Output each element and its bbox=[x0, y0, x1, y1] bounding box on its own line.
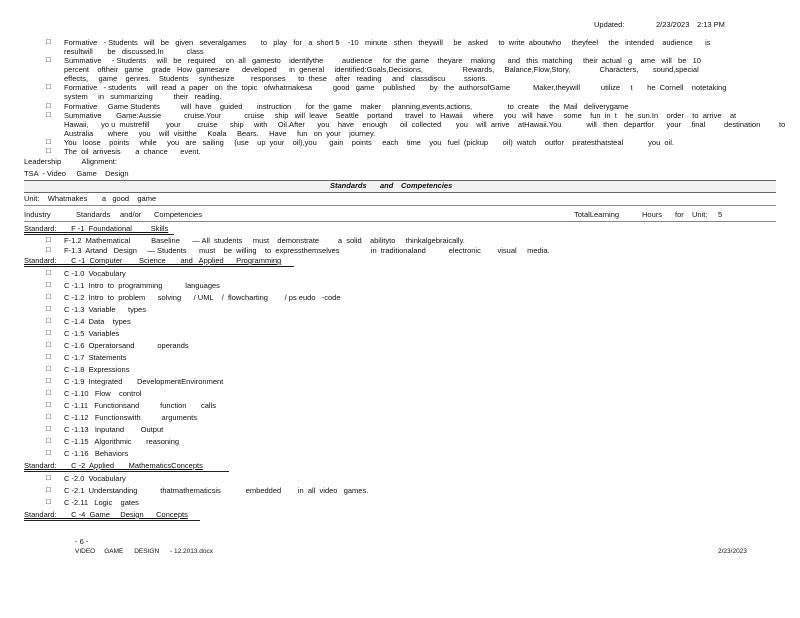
updated-date: 2/23/2023 bbox=[656, 20, 690, 29]
columns-divider bbox=[24, 221, 776, 222]
bullet-7-line-1: □ The oil arrivesis a chance event. bbox=[64, 147, 201, 156]
standard-c2-item-1: □ C -2.0 Vocabulary bbox=[64, 474, 126, 483]
col-competencies: Competencies bbox=[154, 210, 202, 219]
standard-c1-item-14: □ C -1.13 Inputand Output bbox=[64, 425, 163, 434]
header-standards: Standards bbox=[330, 181, 367, 190]
col-standards: Standards bbox=[76, 210, 111, 219]
standard-c2-rule bbox=[24, 471, 229, 472]
standard-c2-heading: Standard: C -2 Applied MathematicsConcepts bbox=[24, 461, 203, 470]
updated-time: 2:13 PM bbox=[697, 20, 725, 29]
standard-f1-heading: Standard: F -1 Foundational Skills bbox=[24, 224, 169, 233]
standard-c1-item-2: □ C -1.1 Intro to programming languages bbox=[64, 281, 220, 290]
bullet-4-line-1: □ Formative Game Students will have guided instruction for the game maker planning,events,actions, to create the Mail deliverygame bbox=[64, 102, 628, 111]
standard-c1-item-6: □ C -1.5 Variables bbox=[64, 329, 119, 338]
bullet-5-line-3: Australia where you will visitthe Koala Bears. Have fun on your journey. bbox=[64, 129, 376, 138]
standard-c1-heading: Standard: C -1 Computer Science and Applied Programming bbox=[24, 256, 282, 265]
standard-c1-item-5: □ C -1.4 Data types bbox=[64, 317, 131, 326]
col-total-learning: TotalLearning bbox=[574, 210, 620, 219]
standard-c4-rule bbox=[24, 520, 200, 521]
standard-c1-rule bbox=[24, 266, 294, 267]
col-industry: Industry bbox=[24, 210, 51, 219]
standard-c4-heading: Standard: C -4 Game Design Concepts bbox=[24, 510, 188, 519]
bullet-2-line-2: percent oftheir game grade How gamesare developed in general identified:Goals,Decisions, Rewards, Balance,Flow,Story, Characters, sound,special bbox=[64, 65, 699, 74]
standard-f1-item-2: □ F-1.3 Artand Design — Students must be willing to expressthemselves in traditionaland electronic visual media. bbox=[64, 246, 550, 255]
col-hours: Hours bbox=[642, 210, 663, 219]
unit-divider bbox=[24, 205, 776, 206]
col-for: for bbox=[675, 210, 684, 219]
standard-c1-item-1: □ C -1.0 Vocabulary bbox=[64, 269, 126, 278]
standard-c1-item-15: □ C -1.15 Algorithmic reasoning bbox=[64, 437, 179, 446]
col-unit: Unit: bbox=[692, 210, 708, 219]
standard-c1-item-13: □ C -1.12 Functionswith arguments bbox=[64, 413, 197, 422]
bullet-6-line-1: □ You loose points while you are sailing (use up your oil),you gain points each time you fuel (pickup oil) watch outfor piratesthatsteal you oil. bbox=[64, 138, 674, 147]
bullet-2-line-3: effects, game genres. Students synthesize responses to these after reading and classdiscu ssions. bbox=[64, 74, 488, 83]
standard-c1-item-9: □ C -1.8 Expressions bbox=[64, 365, 129, 374]
standard-c2-item-2: □ C -2.1 Understanding thatmathematicsis embedded in all video games. bbox=[64, 486, 368, 495]
bullet-2-line-1: □ Summative - Students will be required on all gamesto identifythe audience for the game theyare making and this matching their actual g ame will be 10 bbox=[64, 56, 701, 65]
leadership-org: TSA - Video Game Design bbox=[24, 169, 129, 178]
standard-c1-item-10: □ C -1.9 Integrated DevelopmentEnvironment bbox=[64, 377, 223, 386]
bullet-3-line-2: system in summarizing their reading. bbox=[64, 92, 222, 101]
standard-c1-item-11: □ C -1.10 Flow control bbox=[64, 389, 142, 398]
footer-doc-name: VIDEO GAME DESIGN - 12.2013.docx bbox=[75, 548, 213, 555]
standard-c1-item-4: □ C -1.3 Variable types bbox=[64, 305, 146, 314]
bullet-5-line-2: Hawaii, yo u mustrefill your cruise ship with Oil.After you have enough oil collected you will arrive atHawaii.You will then departfor your final destination to bbox=[64, 120, 786, 129]
standards-header-bar bbox=[24, 180, 776, 193]
leadership-label: Leadership Alignment: bbox=[24, 157, 117, 166]
standard-c1-item-3: □ C -1.2 Intro to problem solving / UML / flowcharting / ps eudo -code bbox=[64, 293, 341, 302]
updated-label: Updated: bbox=[594, 20, 625, 29]
bullet-5-line-1: □ Summative Game:Aussie cruise.Your cruise ship will leave Seattle portand travel to Hawaii where you will have some fun in t he sun.In order to arrive at bbox=[64, 111, 736, 120]
total-hours-value: 5 bbox=[718, 210, 723, 219]
unit-title: Unit: Whatmakes a good game bbox=[24, 194, 157, 203]
standard-c1-item-7: □ C -1.6 Operatorsand operands bbox=[64, 341, 189, 350]
bullet-1-line-1: □ Formative - Students will be given severalgames to play for a short 5 -10 minute sthen theywill be asked to write aboutwho theyfeel the intended audience is bbox=[64, 38, 711, 47]
standard-c2-item-3: □ C -2.11 Logic gates bbox=[64, 498, 139, 507]
footer-date: 2/23/2023 bbox=[718, 548, 747, 555]
col-andor: and/or bbox=[120, 210, 142, 219]
standard-c1-item-16: □ C -1.16 Behaviors bbox=[64, 449, 128, 458]
header-competencies: Competencies bbox=[401, 181, 453, 190]
standard-f1-item-1: □ F-1.2 Mathematical Baseline — All students must demonstrate a solid abilityto thinkalgebraically. bbox=[64, 236, 465, 245]
bullet-1-line-2: resultwill be discussed.In class bbox=[64, 47, 204, 56]
standard-c1-item-12: □ C -1.11 Functionsand function calls bbox=[64, 401, 216, 410]
header-and: and bbox=[380, 181, 394, 190]
standard-c1-item-8: □ C -1.7 Statements bbox=[64, 353, 127, 362]
bullet-3-line-1: □ Formative - students will read a paper on the topic ofwhatmakesa good game published by the authorsofGame Maker,theywill utilize t he Cornell notetaking bbox=[64, 83, 726, 92]
footer-page-number: - 6 - bbox=[75, 537, 89, 546]
